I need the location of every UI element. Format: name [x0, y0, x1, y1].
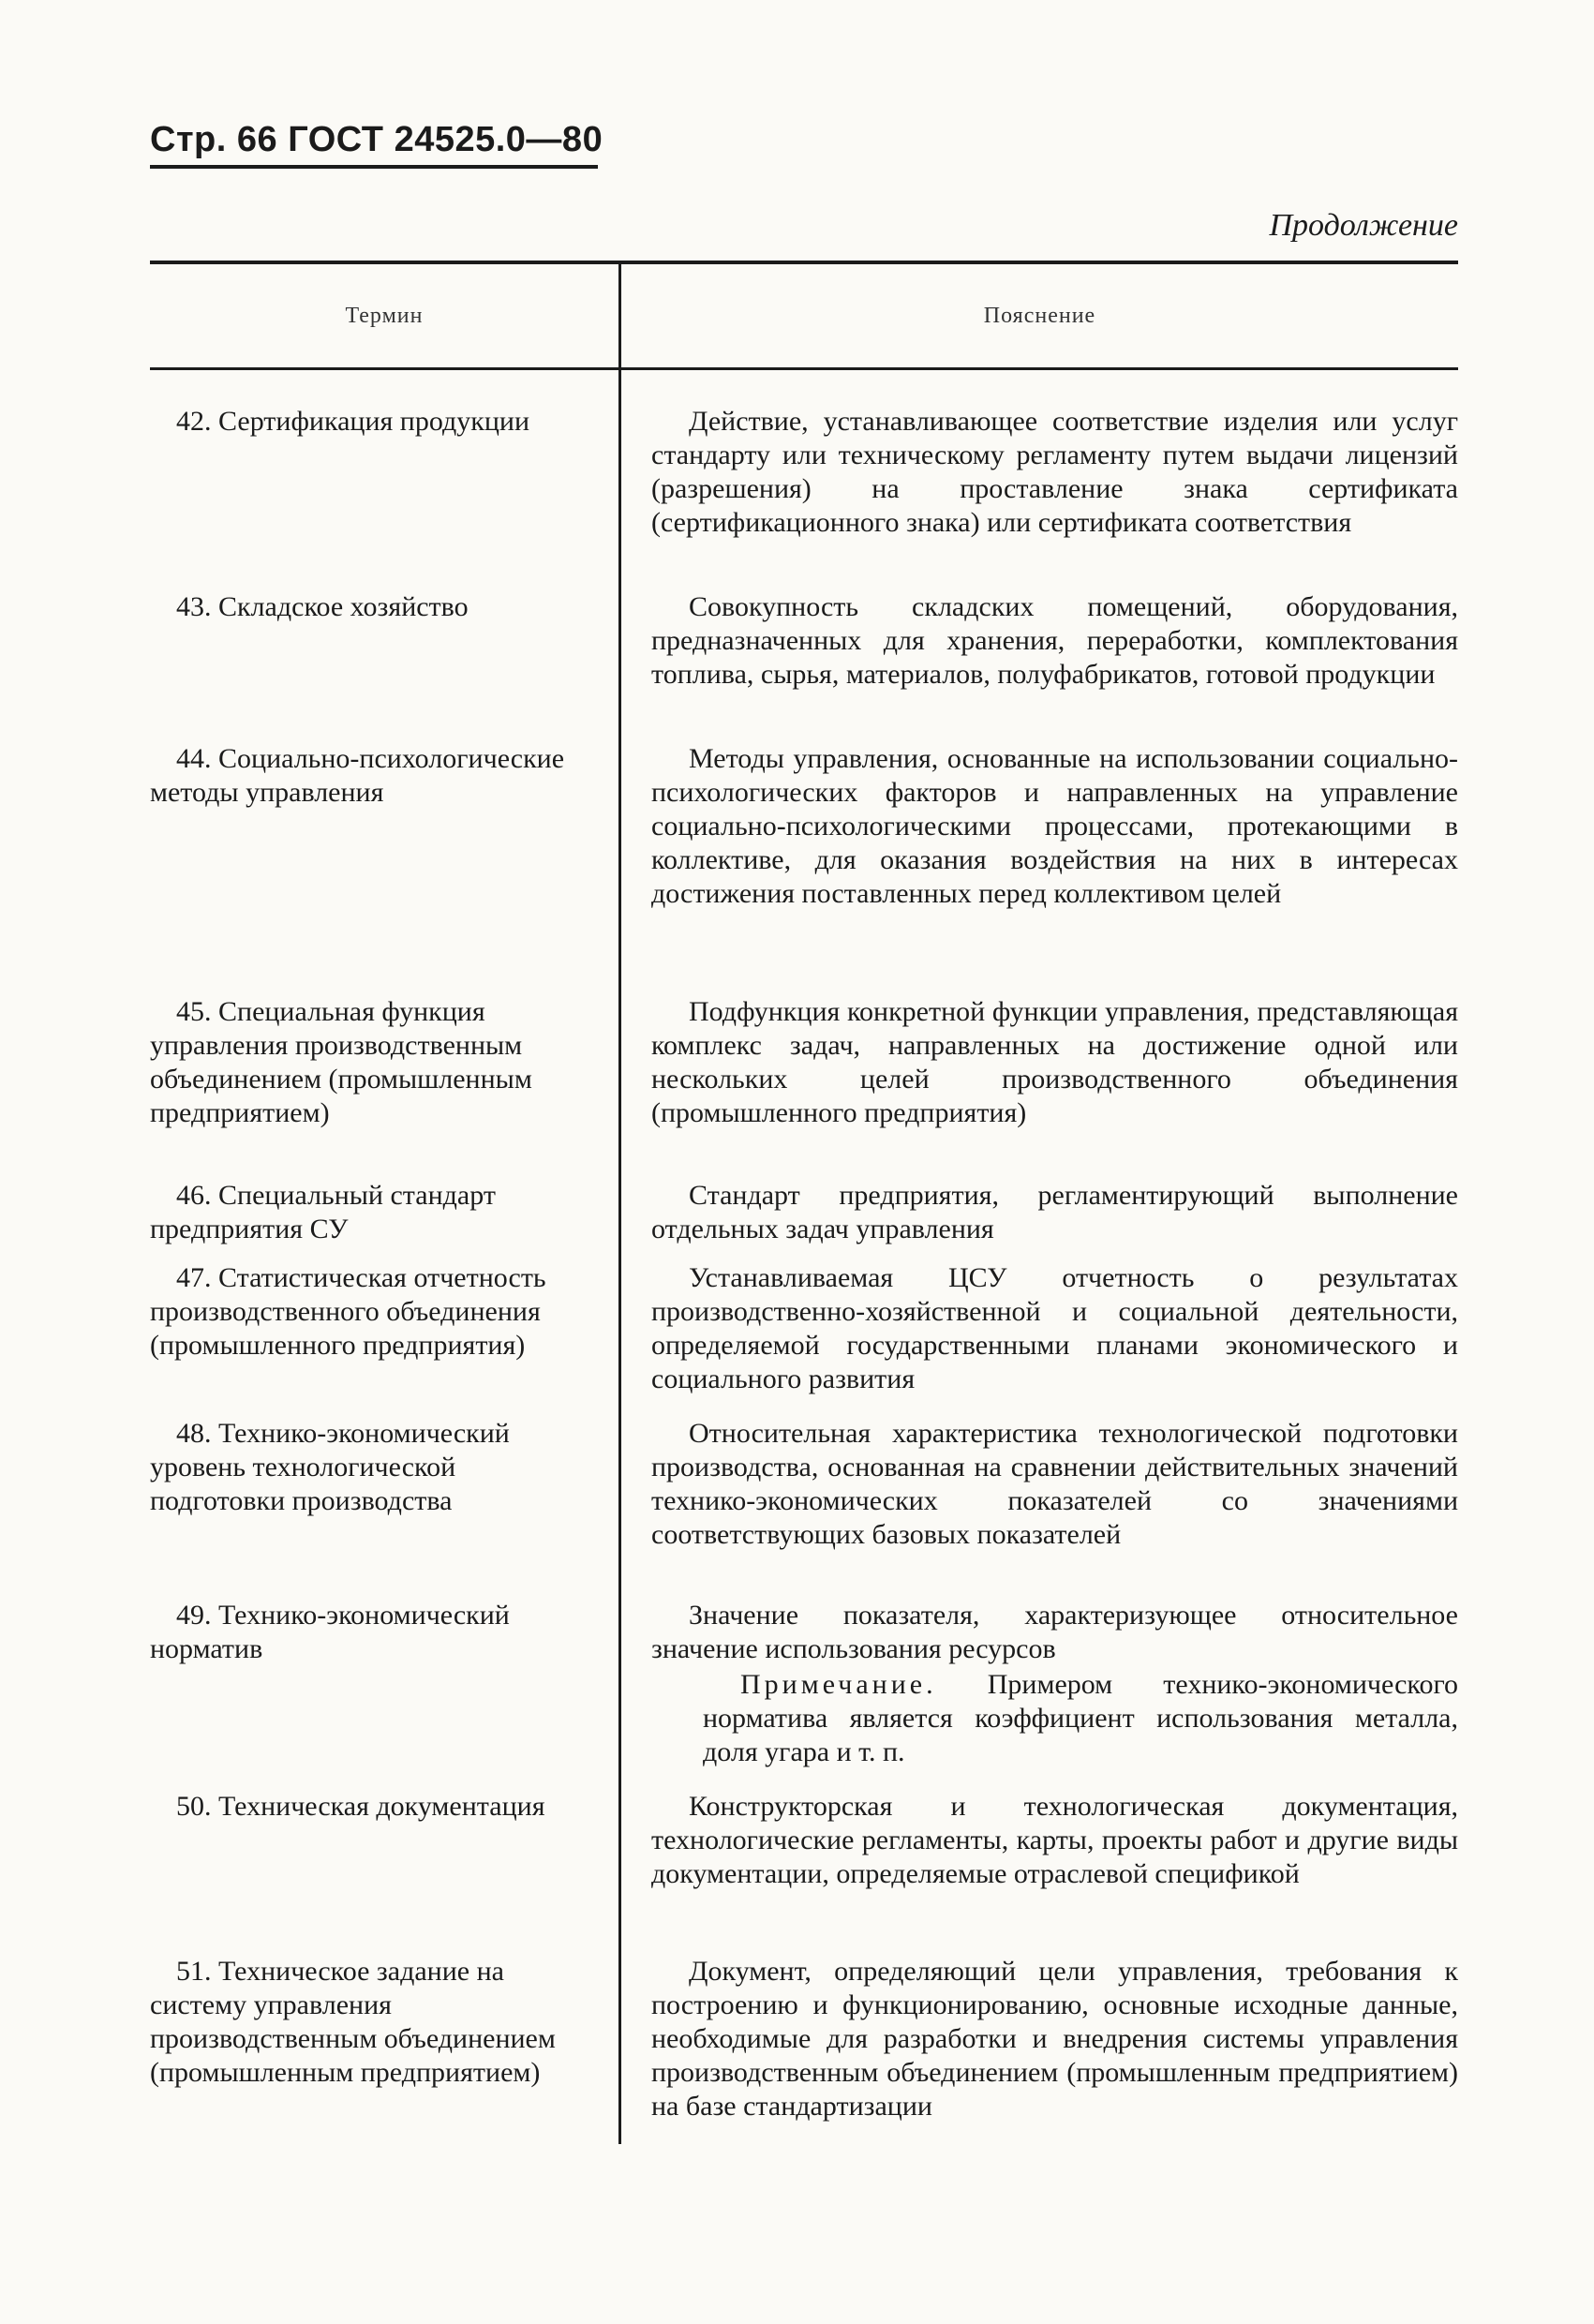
term-label: Технико-экономический уровень технологической подготовки производства	[150, 1418, 510, 1516]
note-block	[703, 1668, 1458, 1769]
term-label: Специальная функция управления производственным объединением (промышленным предприятием)	[150, 996, 532, 1128]
term-cell	[150, 1790, 581, 1824]
term-cell	[150, 1179, 581, 1246]
explanation-cell: Совокупность складских помещений, оборудования, предназначенных для хранения, переработки, комплектования топлива, сырья, материалов, полуфабрикатов, готовой продукции	[651, 591, 1458, 690]
term-number: 44.	[176, 743, 212, 774]
explanation-cell: Стандарт предприятия, регламентирующий выполнение отдельных задач управления	[651, 1180, 1458, 1244]
term-cell	[150, 742, 581, 810]
explanation-cell: Устанавливаемая ЦСУ отчетность о результатах производственно-хозяйственной и социальной деятельности, определяемой государственными планами экономического и социального развития	[651, 1262, 1458, 1394]
term-number: 45.	[176, 996, 212, 1027]
table-top-rule	[150, 261, 1458, 264]
explanation-cell: Подфункция конкретной функции управления, представляющая комплекс задач, направленных на достижение одной или нескольких целей производственного объединения (промышленного предприятия)	[651, 996, 1458, 1128]
column-header-explanation: Пояснение	[983, 304, 1096, 328]
term-label: Технико-экономический норматив	[150, 1600, 510, 1664]
term-label: Складское хозяйство	[218, 591, 469, 622]
header-underline	[150, 165, 598, 169]
page-header: Стр. 66 ГОСТ 24525.0—80	[150, 120, 603, 159]
term-label: Специальный стандарт предприятия СУ	[150, 1180, 496, 1244]
term-label: Статистическая отчетность производственного объединения (промышленного предприятия)	[150, 1262, 546, 1361]
explanation-cell	[651, 1599, 1458, 1769]
term-label: Техническая документация	[218, 1791, 545, 1822]
term-label: Сертификация продукции	[218, 406, 529, 437]
explanation-cell: Методы управления, основанные на использовании социально-психологических факторов и направленных на управление социально-психологическими процессами, протекающими в коллективе, для оказания воздействия на них в интересах достижения поставленных перед коллективом целей	[651, 743, 1458, 909]
term-number: 46.	[176, 1180, 212, 1211]
term-number: 49.	[176, 1600, 212, 1631]
continuation-label: Продолжение	[1269, 208, 1458, 243]
note-label: Примечание.	[740, 1669, 937, 1700]
column-header-term: Термин	[345, 304, 424, 328]
explanation-cell: Относительная характеристика технологической подготовки производства, основанная на сравнении действительных значений технико-экономических показателей со значениями соответствующих базовых показателей	[651, 1418, 1458, 1550]
term-label: Социально-психологические методы управления	[150, 743, 565, 808]
term-number: 51.	[176, 1956, 212, 1987]
term-cell	[150, 1417, 581, 1518]
term-cell	[150, 1599, 581, 1666]
term-number: 42.	[176, 406, 212, 437]
term-number: 48.	[176, 1418, 212, 1449]
term-cell	[150, 1261, 581, 1363]
term-cell	[150, 590, 581, 624]
term-cell	[150, 405, 581, 439]
table-header-rule	[150, 367, 1458, 370]
explanation-cell: Документ, определяющий цели управления, требования к построению и функционированию, основные исходные данные, необходимые для разработки и внедрения системы управления производственным объединением (промышленным предприятием) на базе стандартизации	[651, 1956, 1458, 2122]
term-number: 43.	[176, 591, 212, 622]
term-cell	[150, 995, 581, 1130]
term-cell	[150, 1955, 581, 2090]
note-text: Примером технико-экономического норматива является коэффициент использования металла, доля угара и т. п.	[703, 1669, 1458, 1767]
explanation-text: Значение показателя, характеризующее относительное значение использования ресурсов	[651, 1600, 1458, 1664]
term-number: 50.	[176, 1791, 212, 1822]
explanation-cell: Действие, устанавливающее соответствие изделия или услуг стандарту или техническому регламенту путем выдачи лицензий (разрешения) на проставление знака сертификата (сертификационного знака) или сертификата соответствия	[651, 406, 1458, 538]
term-number: 47.	[176, 1262, 212, 1293]
term-label: Техническое задание на систему управления производственным объединением (промышленным предприятием)	[150, 1956, 556, 2088]
explanation-cell: Конструкторская и технологическая документация, технологические регламенты, карты, проекты работ и другие виды документации, определяемые отраслевой спецификой	[651, 1791, 1458, 1889]
column-divider	[618, 261, 621, 2144]
